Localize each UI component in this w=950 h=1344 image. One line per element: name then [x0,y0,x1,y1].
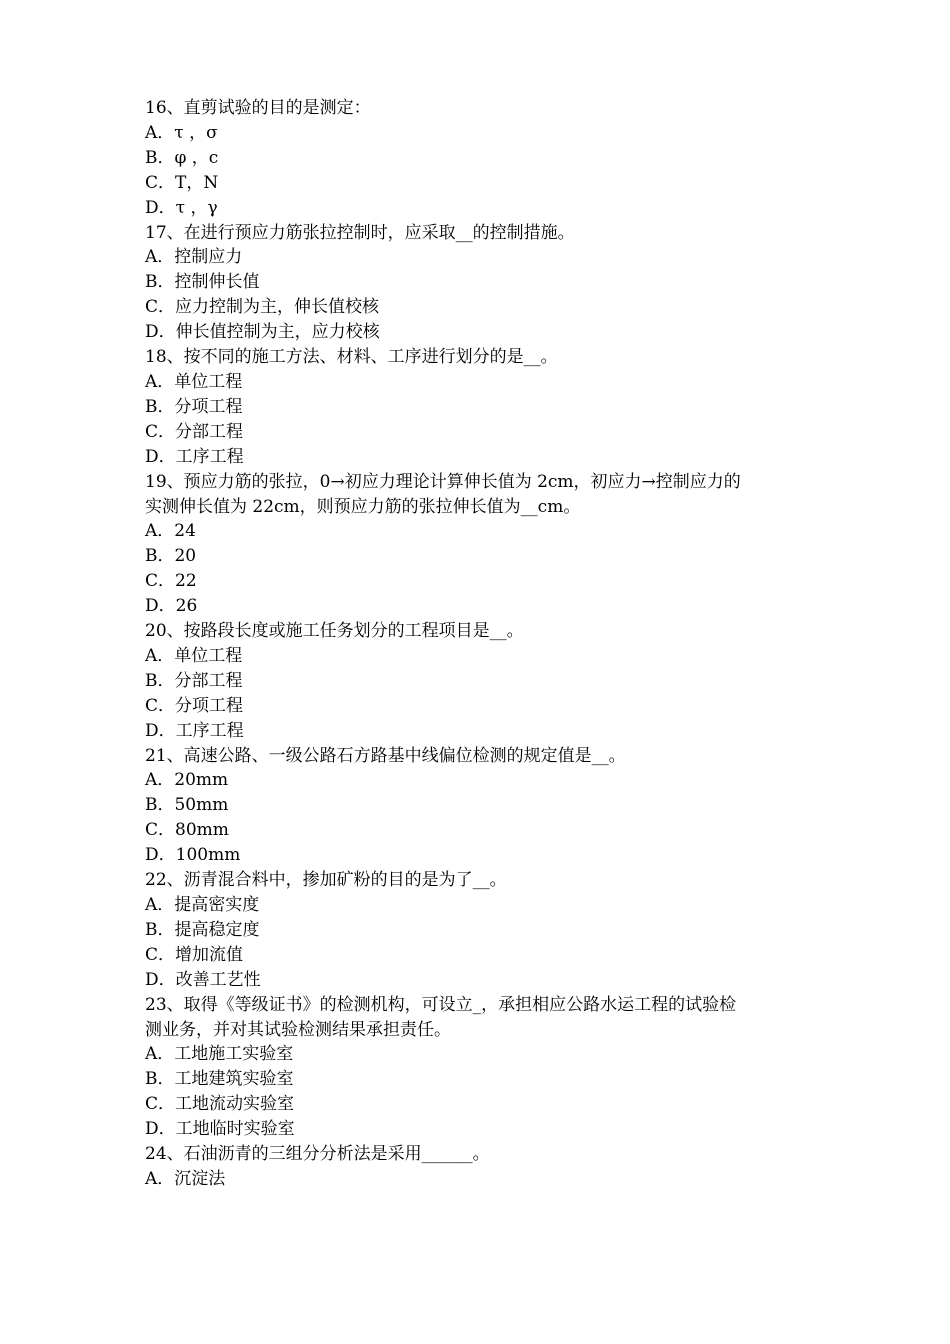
answer-option: A．提高密实度 [145,895,260,915]
question-block [145,619,815,744]
answer-option: C．80mm [145,820,229,841]
answer-option: B．分项工程 [145,396,243,417]
question-stem: 19、预应力筋的张拉，0→初应力理论计算伸长值为 2cm，初应力→控制应力的 [145,471,741,492]
answer-option: C．22 [145,571,197,592]
answer-option: D．工序工程 [145,720,244,741]
question-block [145,1142,815,1192]
question-block [145,96,815,221]
question-block [145,470,815,619]
answer-option: C．分部工程 [145,421,244,442]
answer-option: B．50mm [145,795,229,816]
question-stem: 22、沥青混合料中，掺加矿粉的目的是为了__。 [145,870,507,891]
question-list [145,96,815,1192]
answer-option: A．沉淀法 [145,1168,226,1189]
answer-option: D．100mm [145,845,241,866]
answer-option: A．工地施工实验室 [145,1044,294,1065]
answer-option: A．控制应力 [145,247,243,268]
answer-option: D．工地临时实验室 [145,1119,295,1140]
question-block [145,345,815,470]
question-stem: 21、高速公路、一级公路石方路基中线偏位检测的规定值是__。 [145,745,626,766]
question-block [145,221,815,346]
question-stem: 18、按不同的施工方法、材料、工序进行划分的是__。 [145,347,558,368]
answer-option: D．26 [145,596,198,617]
question-stem: 16、直剪试验的目的是测定： [145,98,371,118]
question-stem: 17、在进行预应力筋张拉控制时，应采取__的控制措施。 [145,222,575,243]
question-stem: 20、按路段长度或施工任务划分的工程项目是__。 [145,621,524,642]
answer-option: C．分项工程 [145,695,244,716]
answer-option: A．单位工程 [145,645,243,666]
answer-option: B．工地建筑实验室 [145,1069,294,1090]
question-stem: 23、取得《等级证书》的检测机构，可设立_，承担相应公路水运工程的试验检 [145,994,737,1015]
answer-option: B．20 [145,546,197,567]
answer-option: A．τ ，σ [145,122,218,143]
question-stem: 测业务，并对其试验检测结果承担责任。 [145,1019,451,1040]
answer-option: D．伸长值控制为主，应力校核 [145,322,380,343]
answer-option: C．T，N [145,172,219,193]
question-block [145,868,815,993]
question-block [145,993,815,1142]
answer-option: B．分部工程 [145,670,243,691]
answer-option: B．提高稳定度 [145,919,260,940]
answer-option: D．工序工程 [145,446,244,467]
question-block [145,744,815,869]
question-stem: 24、石油沥青的三组分分析法是采用______。 [145,1144,490,1165]
answer-option: B．控制伸长值 [145,272,260,293]
answer-option: D．改善工艺性 [145,969,261,990]
answer-option: C．工地流动实验室 [145,1094,295,1115]
answer-option: C．应力控制为主，伸长值校核 [145,297,380,318]
answer-option: A．24 [145,521,196,542]
answer-option: A．单位工程 [145,371,243,392]
answer-option: C．增加流值 [145,944,244,965]
answer-option: A．20mm [145,770,229,791]
answer-option: B．φ ，c [145,147,219,168]
question-stem: 实测伸长值为 22cm，则预应力筋的张拉伸长值为__cm。 [145,496,581,517]
answer-option: D．τ ，γ [145,197,218,218]
